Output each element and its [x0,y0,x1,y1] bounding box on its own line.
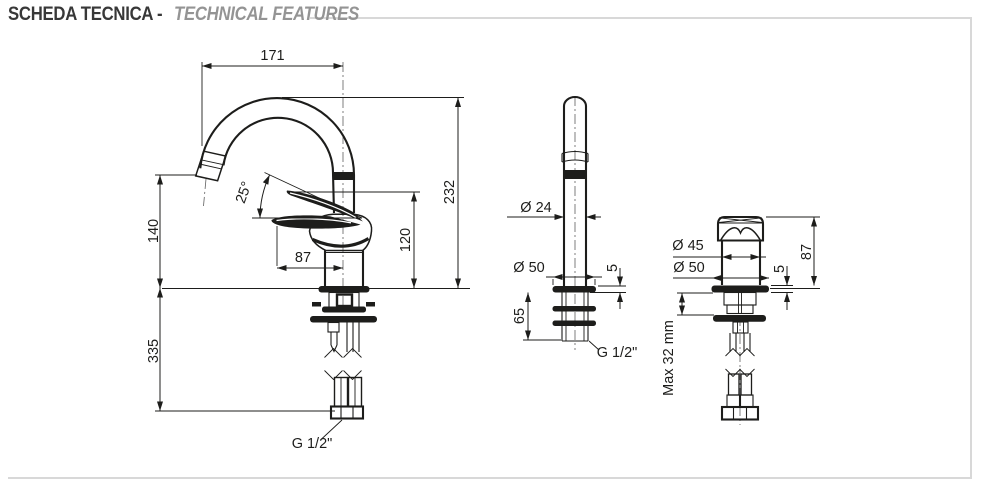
spout-view-dimensions [507,200,637,361]
spout-flange [553,286,597,293]
dim-label-handle-diameter: Ø 45 [672,238,704,254]
spout-joint-band [334,172,354,180]
connector-hex-nut [331,407,363,419]
side-view-dimensions [146,48,464,452]
left-tab [312,302,321,307]
dim-label-thread-side: G 1/2" [291,436,333,452]
dim-label-flange-thickness-mid: 5 [605,263,621,273]
body-shank-lower [727,305,753,314]
rod-nut-lines [738,322,744,333]
body-washer [713,315,766,322]
horseshoe-washer [310,316,377,323]
body-hose-left [729,374,740,395]
right-tab [366,302,375,307]
shank-ring-nut-1 [553,306,597,312]
spout-band [564,170,587,179]
frame-border [8,18,971,478]
dome-band [313,239,369,247]
ext-line-d50-mid [546,277,602,285]
dim-label-total-height: 232 [442,179,458,205]
title-italian: SCHEDA TECNICA - [8,4,163,25]
handle-strip-cross [719,218,762,223]
body-view-drawing [712,217,770,425]
angle-arc-25 [260,175,270,218]
side-view-drawing [162,62,470,419]
dim-label-under-counter: 335 [146,338,162,364]
dim-label-body-height: 120 [398,227,414,253]
body-square-nut-right [741,395,754,407]
dim-label-thread-mid: G 1/2" [596,345,638,361]
dim-label-body-view-height: 87 [799,243,815,261]
body-hose-right [741,374,752,395]
lock-nut [322,307,366,313]
ext-line-max32 [677,293,714,315]
dim-label-flange-diameter-right: Ø 50 [673,260,705,276]
body-square-nut-left [727,395,740,407]
dim-label-spout-reach: 171 [260,48,285,64]
base-flange [319,286,370,293]
supply-pipe [347,323,359,353]
dim-label-flange-thickness-right: 5 [772,264,788,274]
handle-petal-curves [721,228,761,241]
page-title [8,4,384,26]
dim-label-flange-diameter-mid: Ø 50 [513,260,545,276]
body-shank-upper [724,293,756,306]
dim-label-max-panel-thickness: Max 32 mm [661,320,677,396]
shank-core [337,295,352,307]
spout-view-drawing [553,96,597,350]
shank-center-lines [739,293,742,314]
ext-line-5-right [771,286,793,293]
shank-ring-nut-2 [553,321,597,327]
title-english: TECHNICAL FEATURES [173,4,359,25]
dim-label-lever-angle: 25° [232,179,256,206]
hex-nut-facets [341,407,353,419]
rod-guide [328,323,339,333]
aerator-joint-lines [200,160,223,169]
body-flange [712,286,770,293]
dim-label-tube-diameter: Ø 24 [520,200,552,216]
outlet-axis-centerline [204,179,207,206]
dim-label-lever-length: 87 [294,250,312,266]
pipe-break-upper [325,349,362,358]
dim-label-shank-length: 65 [512,307,528,325]
dim-label-outlet-height: 140 [146,218,162,244]
body-rod-nut [733,322,748,333]
